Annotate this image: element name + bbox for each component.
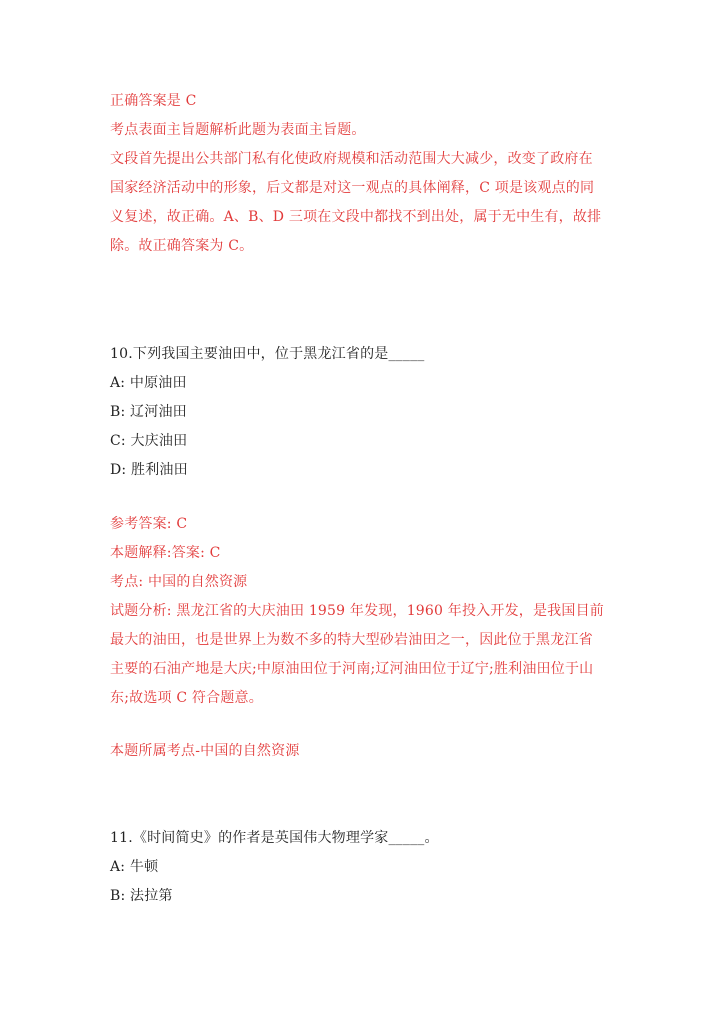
answer-block-q9 xyxy=(110,87,615,261)
analysis-line: 最大的油田，也是世界上为数不多的特大型砂岩油田之一，因此位于黑龙江省 xyxy=(110,632,593,648)
explanation-line: 国家经济活动中的形象，后文都是对这一观点的具体阐释，C 项是该观点的同 xyxy=(110,180,595,196)
option-c: C: 大庆油田 xyxy=(110,433,188,449)
option-b: B: 辽河油田 xyxy=(110,404,187,420)
question-block-q11 xyxy=(110,824,615,911)
question-stem: 10.下列我国主要油田中，位于黑龙江省的是_____ xyxy=(110,346,425,362)
category-block-q10 xyxy=(110,737,615,766)
explanation-answer: 本题解释:答案: C xyxy=(110,545,221,561)
explanation-line: 文段首先提出公共部门私有化使政府规模和活动范围大大减少，改变了政府在 xyxy=(110,151,593,167)
question-block-q10 xyxy=(110,340,615,485)
option-d: D: 胜利油田 xyxy=(110,462,188,478)
analysis-line: 东;故选项 C 符合题意。 xyxy=(110,690,263,706)
option-b: B: 法拉第 xyxy=(110,888,173,904)
explanation-line: 义复述，故正确。A、B、D 三项在文段中都找不到出处，属于无中生有，故排 xyxy=(110,209,602,225)
answer-point: 考点: 中国的自然资源 xyxy=(110,574,248,590)
analysis-line: 试题分析: 黑龙江省的大庆油田 1959 年发现，1960 年投入开发，是我国目前 xyxy=(110,603,604,619)
answer-block-q10 xyxy=(110,510,615,713)
analysis-line: 主要的石油产地是大庆;中原油田位于河南;辽河油田位于辽宁;胜利油田位于山 xyxy=(110,661,594,677)
reference-answer: 参考答案: C xyxy=(110,516,188,532)
option-a: A: 中原油田 xyxy=(110,375,187,391)
question-category: 本题所属考点-中国的自然资源 xyxy=(110,743,300,759)
answer-point: 考点表面主旨题解析此题为表面主旨题。 xyxy=(110,122,366,138)
question-stem: 11.《时间简史》的作者是英国伟大物理学家_____。 xyxy=(110,830,439,846)
explanation-line: 除。故正确答案为 C。 xyxy=(110,238,254,254)
option-a: A: 牛顿 xyxy=(110,859,159,875)
correct-answer: 正确答案是 C xyxy=(110,93,197,109)
